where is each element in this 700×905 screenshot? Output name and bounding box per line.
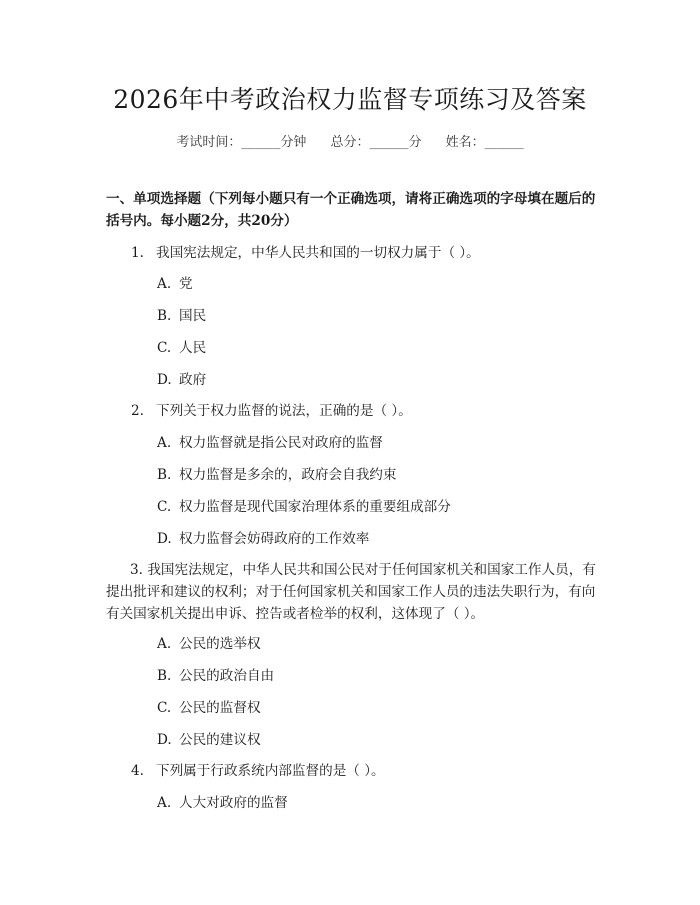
- option-text: 人大对政府的监督: [179, 795, 288, 811]
- option-letter: B.: [157, 308, 172, 324]
- option-letter: D.: [157, 372, 172, 388]
- question-number: 1.: [131, 245, 144, 261]
- option-2a: [157, 433, 383, 453]
- option-text: 权力监督是多余的，政府会自我约束: [179, 467, 397, 483]
- option-2c: [157, 497, 451, 517]
- student-name: 姓名：______: [445, 135, 524, 150]
- question-number: 4.: [131, 763, 144, 779]
- option-text: 权力监督会妨碍政府的工作效率: [179, 531, 370, 547]
- option-1d: [157, 370, 206, 390]
- option-letter: A.: [157, 435, 172, 451]
- option-3b: [157, 666, 274, 686]
- option-text: 国民: [179, 308, 207, 324]
- option-text: 公民的选举权: [179, 636, 261, 652]
- option-text: 政府: [179, 372, 207, 388]
- option-3c: [157, 698, 261, 718]
- option-letter: B.: [157, 668, 172, 684]
- section-heading: 一、单项选择题（下列每小题只有一个正确选项，请将正确选项的字母填在题后的括号内。每小题2分，共20分）: [106, 191, 596, 229]
- option-letter: A.: [157, 636, 172, 652]
- exam-meta: [0, 131, 700, 150]
- option-text: 权力监督就是指公民对政府的监督: [179, 435, 383, 451]
- option-text: 公民的建议权: [179, 732, 261, 748]
- question-3: [106, 559, 600, 625]
- option-text: 公民的监督权: [179, 700, 261, 716]
- option-3d: [157, 730, 261, 750]
- question-text: 下列属于行政系统内部监督的是（ ）。: [156, 763, 385, 779]
- option-letter: C.: [157, 700, 172, 716]
- option-letter: B.: [157, 467, 172, 483]
- option-letter: D.: [157, 732, 172, 748]
- question-text: 下列关于权力监督的说法，正确的是（ ）。: [156, 403, 412, 419]
- option-text: 人民: [179, 340, 207, 356]
- option-1a: [157, 274, 193, 294]
- question-number: 3.: [130, 562, 143, 578]
- option-letter: D.: [157, 531, 172, 547]
- option-text: 党: [179, 276, 193, 292]
- option-letter: A.: [157, 276, 172, 292]
- question-number: 2.: [131, 403, 144, 419]
- option-1b: [157, 306, 206, 326]
- question-2: [131, 400, 625, 422]
- document-title: 2026年中考政治权力监督专项练习及答案: [113, 85, 587, 114]
- option-2b: [157, 465, 397, 485]
- question-4: [131, 760, 625, 782]
- question-text: 我国宪法规定，中华人民共和国公民对于任何国家机关和国家工作人员，有提出批评和建议的权利；对于任何国家机关和国家工作人员的违法失职行为，有向有关国家机关提出申诉、控告或者检举的权利，这体现了（ ）。: [106, 562, 596, 622]
- total-score: 总分：______分: [330, 135, 422, 150]
- option-1c: [157, 338, 206, 358]
- option-3a: [157, 634, 261, 654]
- option-letter: A.: [157, 795, 172, 811]
- exam-time: 考试时间：______分钟: [176, 135, 307, 150]
- option-2d: [157, 529, 369, 549]
- question-text: 我国宪法规定，中华人民共和国的一切权力属于（ ）。: [156, 245, 480, 261]
- option-letter: C.: [157, 340, 172, 356]
- option-letter: C.: [157, 499, 172, 515]
- option-text: 权力监督是现代国家治理体系的重要组成部分: [179, 499, 451, 515]
- question-1: [131, 242, 625, 264]
- option-4a: [157, 793, 288, 813]
- option-text: 公民的政治自由: [179, 668, 275, 684]
